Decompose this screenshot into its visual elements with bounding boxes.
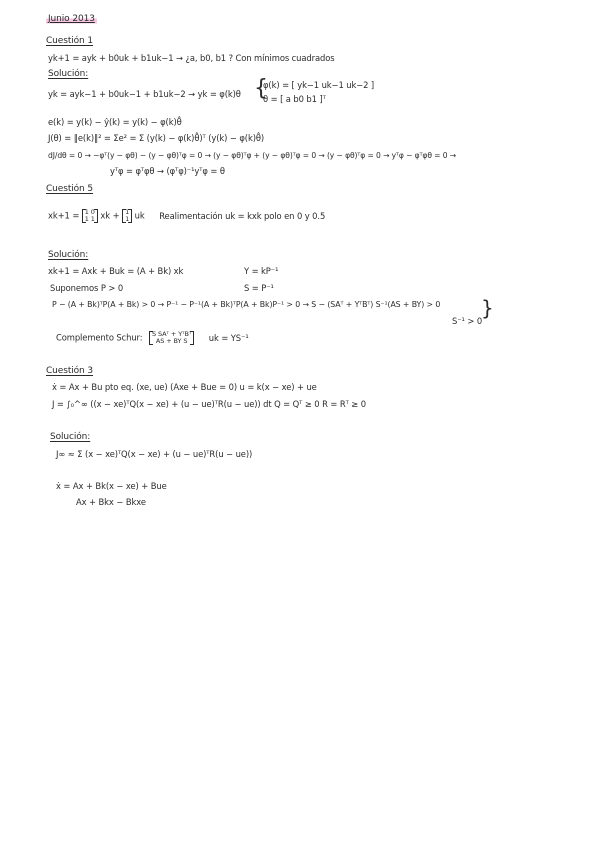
closed-loop-dynamics-expanded: Ax + Bkx − Bkxe [76,497,146,507]
question-5-heading: Cuestión 5 [46,184,94,194]
s-inverse-condition: S⁻¹ > 0 [452,316,483,326]
error-equation: e(k) = y(k) − ŷ(k) = y(k) − φ(k)θ̂ [48,117,182,127]
matrix-b [122,209,132,223]
right-brace: } [481,296,494,320]
feedback-statement: Realimentación uk = kxk polo en 0 y 0.5 [159,210,326,221]
suppose-statement: Suponemos P > 0 [50,283,124,293]
schur-matrix-row: S SAᵀ + YᵀBᵀ [152,330,192,338]
schur-matrix-row: AS + BY S [155,337,188,345]
schur-matrix [149,331,194,345]
question-5-solution-heading: Solución: [48,250,89,260]
schur-complement [56,331,249,345]
question-1-model: yk = ayk−1 + b0uk−1 + b1uk−2 → yk = φ(k)θ [48,89,241,99]
schur-label: Complemento Schur: [56,332,143,343]
phi-definition: φ(k) = [ yk−1 uk−1 uk−2 ] [263,80,375,90]
state-equation [48,209,325,223]
matrix-b-row: 1 [125,208,130,216]
theta-definition: θ = [ a b0 b1 ]ᵀ [263,94,326,104]
question-1-statement: yk+1 = ayk + b0uk + b1uk−1 → ¿a, b0, b1 ? Con mínimos cuadrados [48,53,335,63]
page-title: Junio 2013 [48,14,95,24]
infinite-horizon-cost: J∞ ≈ Σ (x − xe)ᵀQ(x − xe) + (u − ue)ᵀR(u − ue)) [56,449,253,459]
question-3-heading: Cuestión 3 [46,366,94,376]
matrix-a-row: 1 1 [84,215,95,223]
derivative-equation: dJ/dθ = 0 → −φᵀ(y − φθ) − (y − φθ)ᵀφ = 0 → (y − φθ)ᵀφ + (y − φθ)ᵀφ = 0 → (y − φθ)ᵀφ = 0 → yᵀφ − φᵀφθ = 0 → [48,151,457,160]
closed-loop-dynamics: ẋ = Ax + Bk(x − xe) + Bue [56,481,167,491]
matrix-b-row: 1 [125,215,130,223]
state-equation-lhs: xk+1 = [48,210,80,221]
y-definition: Y = kP⁻¹ [244,266,279,276]
lyapunov-inequality: P − (A + Bk)ᵀP(A + Bk) > 0 → P⁻¹ − P⁻¹(A + Bk)ᵀP(A + Bk)P⁻¹ > 0 → S − (SAᵀ + YᵀBᵀ) S⁻¹(AS + BY) > 0 [52,300,441,309]
least-squares-result: yᵀφ = φᵀφθ → (φᵀφ)⁻¹yᵀφ = θ [110,166,225,176]
system-dynamics: ẋ = Ax + Bu pto eq. (xe, ue) (Axe + Bue = 0) u = k(x − xe) + ue [52,382,317,392]
cost-equation: J(θ) = ‖e(k)‖² = Σe² = Σ (y(k) − φ(k)θ̂)ᵀ (y(k) − φ(k)θ̂) [48,133,265,143]
matrix-a [82,209,98,223]
question-1-heading: Cuestión 1 [46,36,94,46]
control-law: uk = YS⁻¹ [208,332,249,343]
question-3-solution-heading: Solución: [50,432,91,442]
lqr-cost: J = ∫₀^∞ ((x − xe)ᵀQ(x − xe) + (u − ue)ᵀR(u − ue)) dt Q = Qᵀ ≥ 0 R = Rᵀ ≥ 0 [52,399,366,409]
state-equation-mid: xk + [100,210,120,221]
matrix-a-row: 1 0 [84,208,95,216]
question-1-solution-heading: Solución: [48,69,89,79]
closed-loop-equation: xk+1 = Axk + Buk = (A + Bk) xk [48,266,184,276]
left-brace: { [254,76,268,101]
state-equation-tail: uk [134,210,145,221]
s-definition: S = P⁻¹ [244,283,274,293]
